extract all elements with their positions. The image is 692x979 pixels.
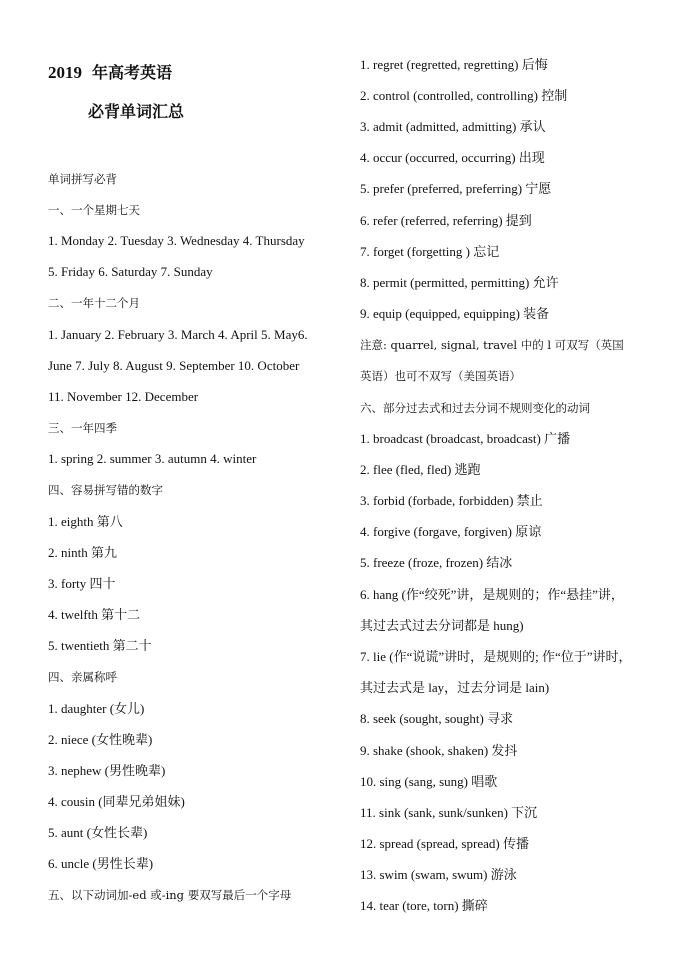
list-item: 1. daughter (女儿) [48, 701, 145, 716]
list-item-continued: 其过去式过去分词都是 hung) [360, 618, 524, 633]
text-line: June 7. July 8. August 9. September 10. October [48, 358, 300, 373]
list-item: 4. forgive (forgave, forgiven) 原谅 [360, 524, 542, 539]
list-item: 6. hang (作“绞死”讲，是规则的；作“悬挂”讲， [360, 587, 624, 602]
title-main: 年高考英语 [92, 63, 173, 82]
list-item: 5. freeze (froze, frozen) 结冰 [360, 555, 513, 570]
list-item: 14. tear (tore, torn) 撕碎 [360, 898, 488, 913]
list-item: 9. equip (equipped, equipping) 装备 [360, 306, 550, 321]
section-heading: 四、容易拼写错的数字 [48, 483, 163, 497]
list-item: 2. flee (fled, fled) 逃跑 [360, 462, 481, 477]
section-heading: 三、一年四季 [48, 421, 117, 435]
list-item: 6. uncle (男性长辈) [48, 856, 154, 871]
list-item: 4. occur (occurred, occurring) 出现 [360, 150, 545, 165]
list-item: 1. broadcast (broadcast, broadcast) 广播 [360, 431, 571, 446]
section-heading: 一、一个星期七天 [48, 203, 140, 217]
list-item: 3. forty 四十 [48, 576, 116, 591]
list-item: 4. cousin (同辈兄弟姐妹) [48, 794, 185, 809]
note-line: 英语）也可不双写（美国英语） [360, 369, 521, 383]
text-line: 1. January 2. February 3. March 4. April 5. May6. [48, 327, 308, 342]
list-item: 2. niece (女性晚辈) [48, 732, 153, 747]
text-line: 11. November 12. December [48, 389, 199, 404]
list-item-continued: 其过去式是 lay，过去分词是 lain) [360, 680, 550, 695]
list-item: 2. ninth 第九 [48, 545, 117, 560]
list-item: 8. permit (permitted, permitting) 允许 [360, 275, 559, 290]
list-item: 3. nephew (男性晚辈) [48, 763, 166, 778]
list-item: 5. aunt (女性长辈) [48, 825, 148, 840]
list-item: 12. spread (spread, spread) 传播 [360, 836, 529, 851]
list-item: 1. regret (regretted, regretting) 后悔 [360, 57, 548, 72]
list-item: 7. lie (作“说谎”讲时，是规则的; 作“位于”讲时， [360, 649, 632, 664]
list-item: 13. swim (swam, swum) 游泳 [360, 867, 517, 882]
list-item: 6. refer (referred, referring) 提到 [360, 213, 532, 228]
title-year: 2019 [48, 63, 82, 82]
list-item: 9. shake (shook, shaken) 发抖 [360, 743, 518, 758]
list-item: 1. eighth 第八 [48, 514, 123, 529]
text-line: 1. spring 2. summer 3. autumn 4. winter [48, 451, 257, 466]
list-item: 11. sink (sank, sunk/sunken) 下沉 [360, 805, 538, 820]
list-item: 5. prefer (preferred, preferring) 宁愿 [360, 181, 552, 196]
document-title [48, 60, 172, 83]
note-line: 注意: quarrel, signal, travel 中的 l 可双写（英国 [360, 338, 624, 352]
document-subtitle: 必背单词汇总 [88, 102, 185, 121]
section-heading: 四、亲属称呼 [48, 670, 117, 684]
section-heading: 二、一年十二个月 [48, 296, 140, 310]
list-item: 8. seek (sought, sought) 寻求 [360, 711, 514, 726]
list-item: 3. admit (admitted, admitting) 承认 [360, 119, 546, 134]
list-item: 2. control (controlled, controlling) 控制 [360, 88, 568, 103]
section-heading: 六、部分过去式和过去分词不规则变化的动词 [360, 401, 590, 415]
text-line: 1. Monday 2. Tuesday 3. Wednesday 4. Thursday [48, 233, 305, 248]
list-item: 5. twentieth 第二十 [48, 638, 152, 653]
list-item: 3. forbid (forbade, forbidden) 禁止 [360, 493, 543, 508]
list-item: 4. twelfth 第十二 [48, 607, 141, 622]
section-heading: 五、以下动词加-ed 或-ing 要双写最后一个字母 [48, 888, 292, 902]
list-item: 10. sing (sang, sung) 唱歌 [360, 774, 498, 789]
section-heading: 单词拼写必背 [48, 172, 117, 186]
list-item: 7. forget (forgetting ) 忘记 [360, 244, 500, 259]
text-line: 5. Friday 6. Saturday 7. Sunday [48, 264, 213, 279]
